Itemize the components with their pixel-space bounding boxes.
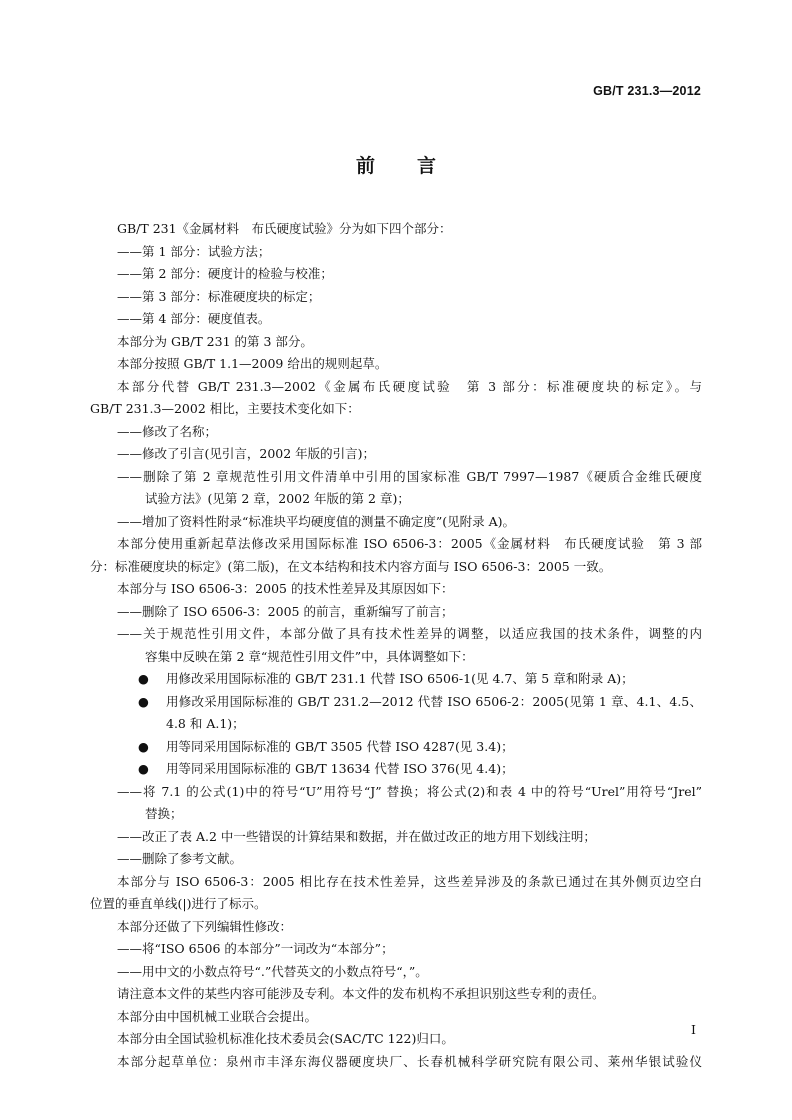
line-text: 用等同采用国际标准的 GB/T 13634 代替 ISO 376(见 4.4)； — [166, 761, 514, 776]
line-text: ——删除了参考文献。 — [117, 851, 243, 866]
line-text: 本部分还做了下列编辑性修改： — [117, 918, 293, 934]
text-line — [90, 623, 702, 646]
line-text: ——删除了第 2 章规范性引用文件清单中引用的国家标准 GB/T 7997—1987《硬质合金维氏硬度 — [117, 468, 702, 484]
text-line — [90, 826, 702, 849]
text-line — [90, 241, 702, 264]
bullet-icon: ● — [138, 761, 149, 776]
line-text: 本部分由中国机械工业联合会提出。 — [117, 1008, 318, 1024]
text-line — [90, 961, 702, 984]
text-line — [90, 916, 702, 939]
line-text: 用修改采用国际标准的 GB/T 231.1 代替 ISO 6506-1(见 4.7、第 5 章和附录 A)； — [166, 671, 634, 686]
line-text: 用等同采用国际标准的 GB/T 3505 代替 ISO 4287(见 3.4)； — [166, 738, 514, 754]
text-line — [90, 511, 702, 534]
line-text: 4.8 和 A.1)； — [166, 716, 245, 731]
line-text: 本部分代替 GB/T 231.3—2002《金属布氏硬度试验 第 3 部分：标准硬度块的标定》。与 — [117, 378, 702, 394]
text-line — [90, 533, 702, 556]
text-line — [90, 758, 702, 781]
line-text: 替换； — [145, 806, 183, 821]
line-text: ——修改了名称； — [117, 423, 218, 439]
line-text: ——将 7.1 的公式(1)中的符号“U”用符号“J” 替换；将公式(2)和表 4 中的符号“Urel”用符号“Jrel” — [117, 783, 702, 799]
line-text: ——改正了表 A.2 中一些错误的计算结果和数据，并在做过改正的地方用下划线注明； — [117, 828, 596, 844]
bullet-icon: ● — [138, 671, 149, 686]
text-line — [90, 353, 702, 376]
line-text: ——删除了 ISO 6506-3：2005 的前言，重新编写了前言； — [117, 603, 454, 619]
line-text: 请注意本文件的某些内容可能涉及专利。本文件的发布机构不承担识别这些专利的责任。 — [117, 986, 605, 1001]
line-text: 本部分与 ISO 6506-3：2005 的技术性差异及其原因如下： — [117, 581, 454, 596]
line-text: ——增加了资料性附录“标准块平均硬度值的测量不确定度”(见附录 A)。 — [117, 513, 516, 529]
line-text: ——将“ISO 6506 的本部分”一词改为“本部分”； — [117, 941, 394, 956]
line-text: 本部分起草单位：泉州市丰泽东海仪器硬度块厂、长春机械科学研究院有限公司、莱州华银试验仪 — [117, 1053, 702, 1069]
text-line — [90, 691, 702, 714]
text-line — [90, 1051, 702, 1074]
page-number: I — [691, 1022, 696, 1037]
line-text: ——用中文的小数点符号“.”代替英文的小数点符号“，”。 — [117, 963, 428, 979]
text-line — [90, 488, 702, 511]
document-body — [90, 218, 702, 1073]
text-line — [90, 286, 702, 309]
line-text: ——第 1 部分：试验方法； — [117, 243, 271, 259]
page-title: 前言 — [355, 155, 478, 177]
text-line — [90, 421, 702, 444]
text-line — [90, 308, 702, 331]
text-line — [90, 871, 702, 894]
line-text: 本部分使用重新起草法修改采用国际标准 ISO 6506-3：2005《金属材料 布氏硬度试验 第 3 部 — [117, 536, 702, 551]
line-text: 容集中反映在第 2 章“规范性引用文件”中，具体调整如下： — [145, 648, 474, 664]
standard-number: GB/T 231.3—2012 — [593, 84, 701, 98]
text-line — [90, 263, 702, 286]
bullet-icon: ● — [138, 738, 149, 754]
text-line — [90, 803, 702, 826]
text-line — [90, 646, 702, 669]
line-text: 试验方法》(见第 2 章，2002 年版的第 2 章)； — [145, 491, 410, 506]
line-text: 本部分与 ISO 6506-3：2005 相比存在技术性差异，这些差异涉及的条款已通过在其外侧页边空白 — [117, 873, 702, 889]
text-line — [90, 893, 702, 916]
text-line — [90, 218, 702, 241]
line-text: ——修改了引言(见引言，2002 年版的引言)； — [117, 446, 376, 461]
text-line — [90, 578, 702, 601]
text-line — [90, 1006, 702, 1029]
line-text: GB/T 231.3—2002 相比，主要技术变化如下： — [90, 401, 360, 416]
text-line — [90, 331, 702, 354]
text-line — [90, 556, 702, 579]
line-text: ——第 2 部分：硬度计的检验与校准； — [117, 266, 333, 281]
text-line — [90, 466, 702, 489]
line-text: 位置的垂直单线(|)进行了标示。 — [90, 896, 267, 911]
line-text: 本部分按照 GB/T 1.1—2009 给出的规则起草。 — [117, 356, 388, 371]
text-line — [90, 938, 702, 961]
text-line — [90, 376, 702, 399]
text-line — [90, 713, 702, 736]
line-text: ——第 3 部分：标准硬度块的标定； — [117, 288, 321, 304]
line-text: 本部分为 GB/T 231 的第 3 部分。 — [117, 333, 313, 349]
text-line — [90, 668, 702, 691]
text-line — [90, 398, 702, 421]
line-text: ——关于规范性引用文件，本部分做了具有技术性差异的调整，以适应我国的技术条件，调整的内 — [117, 626, 702, 641]
line-text: 分：标准硬度块的标定》(第二版)，在文本结构和技术内容方面与 ISO 6506-3：2005 一致。 — [90, 558, 612, 574]
text-line — [90, 1028, 702, 1051]
bullet-icon: ● — [138, 693, 149, 709]
text-line — [90, 443, 702, 466]
text-line — [90, 736, 702, 759]
line-text: ——第 4 部分：硬度值表。 — [117, 311, 271, 326]
line-text: 本部分由全国试验机标准化技术委员会(SAC/TC 122)归口。 — [117, 1031, 454, 1046]
text-line — [90, 601, 702, 624]
line-text: GB/T 231《金属材料 布氏硬度试验》分为如下四个部分： — [117, 221, 452, 236]
text-line — [90, 781, 702, 804]
text-line — [90, 983, 702, 1006]
text-line — [90, 848, 702, 871]
line-text: 用修改采用国际标准的 GB/T 231.2—2012 代替 ISO 6506-2：2005(见第 1 章、4.1、4.5、 — [166, 693, 702, 709]
